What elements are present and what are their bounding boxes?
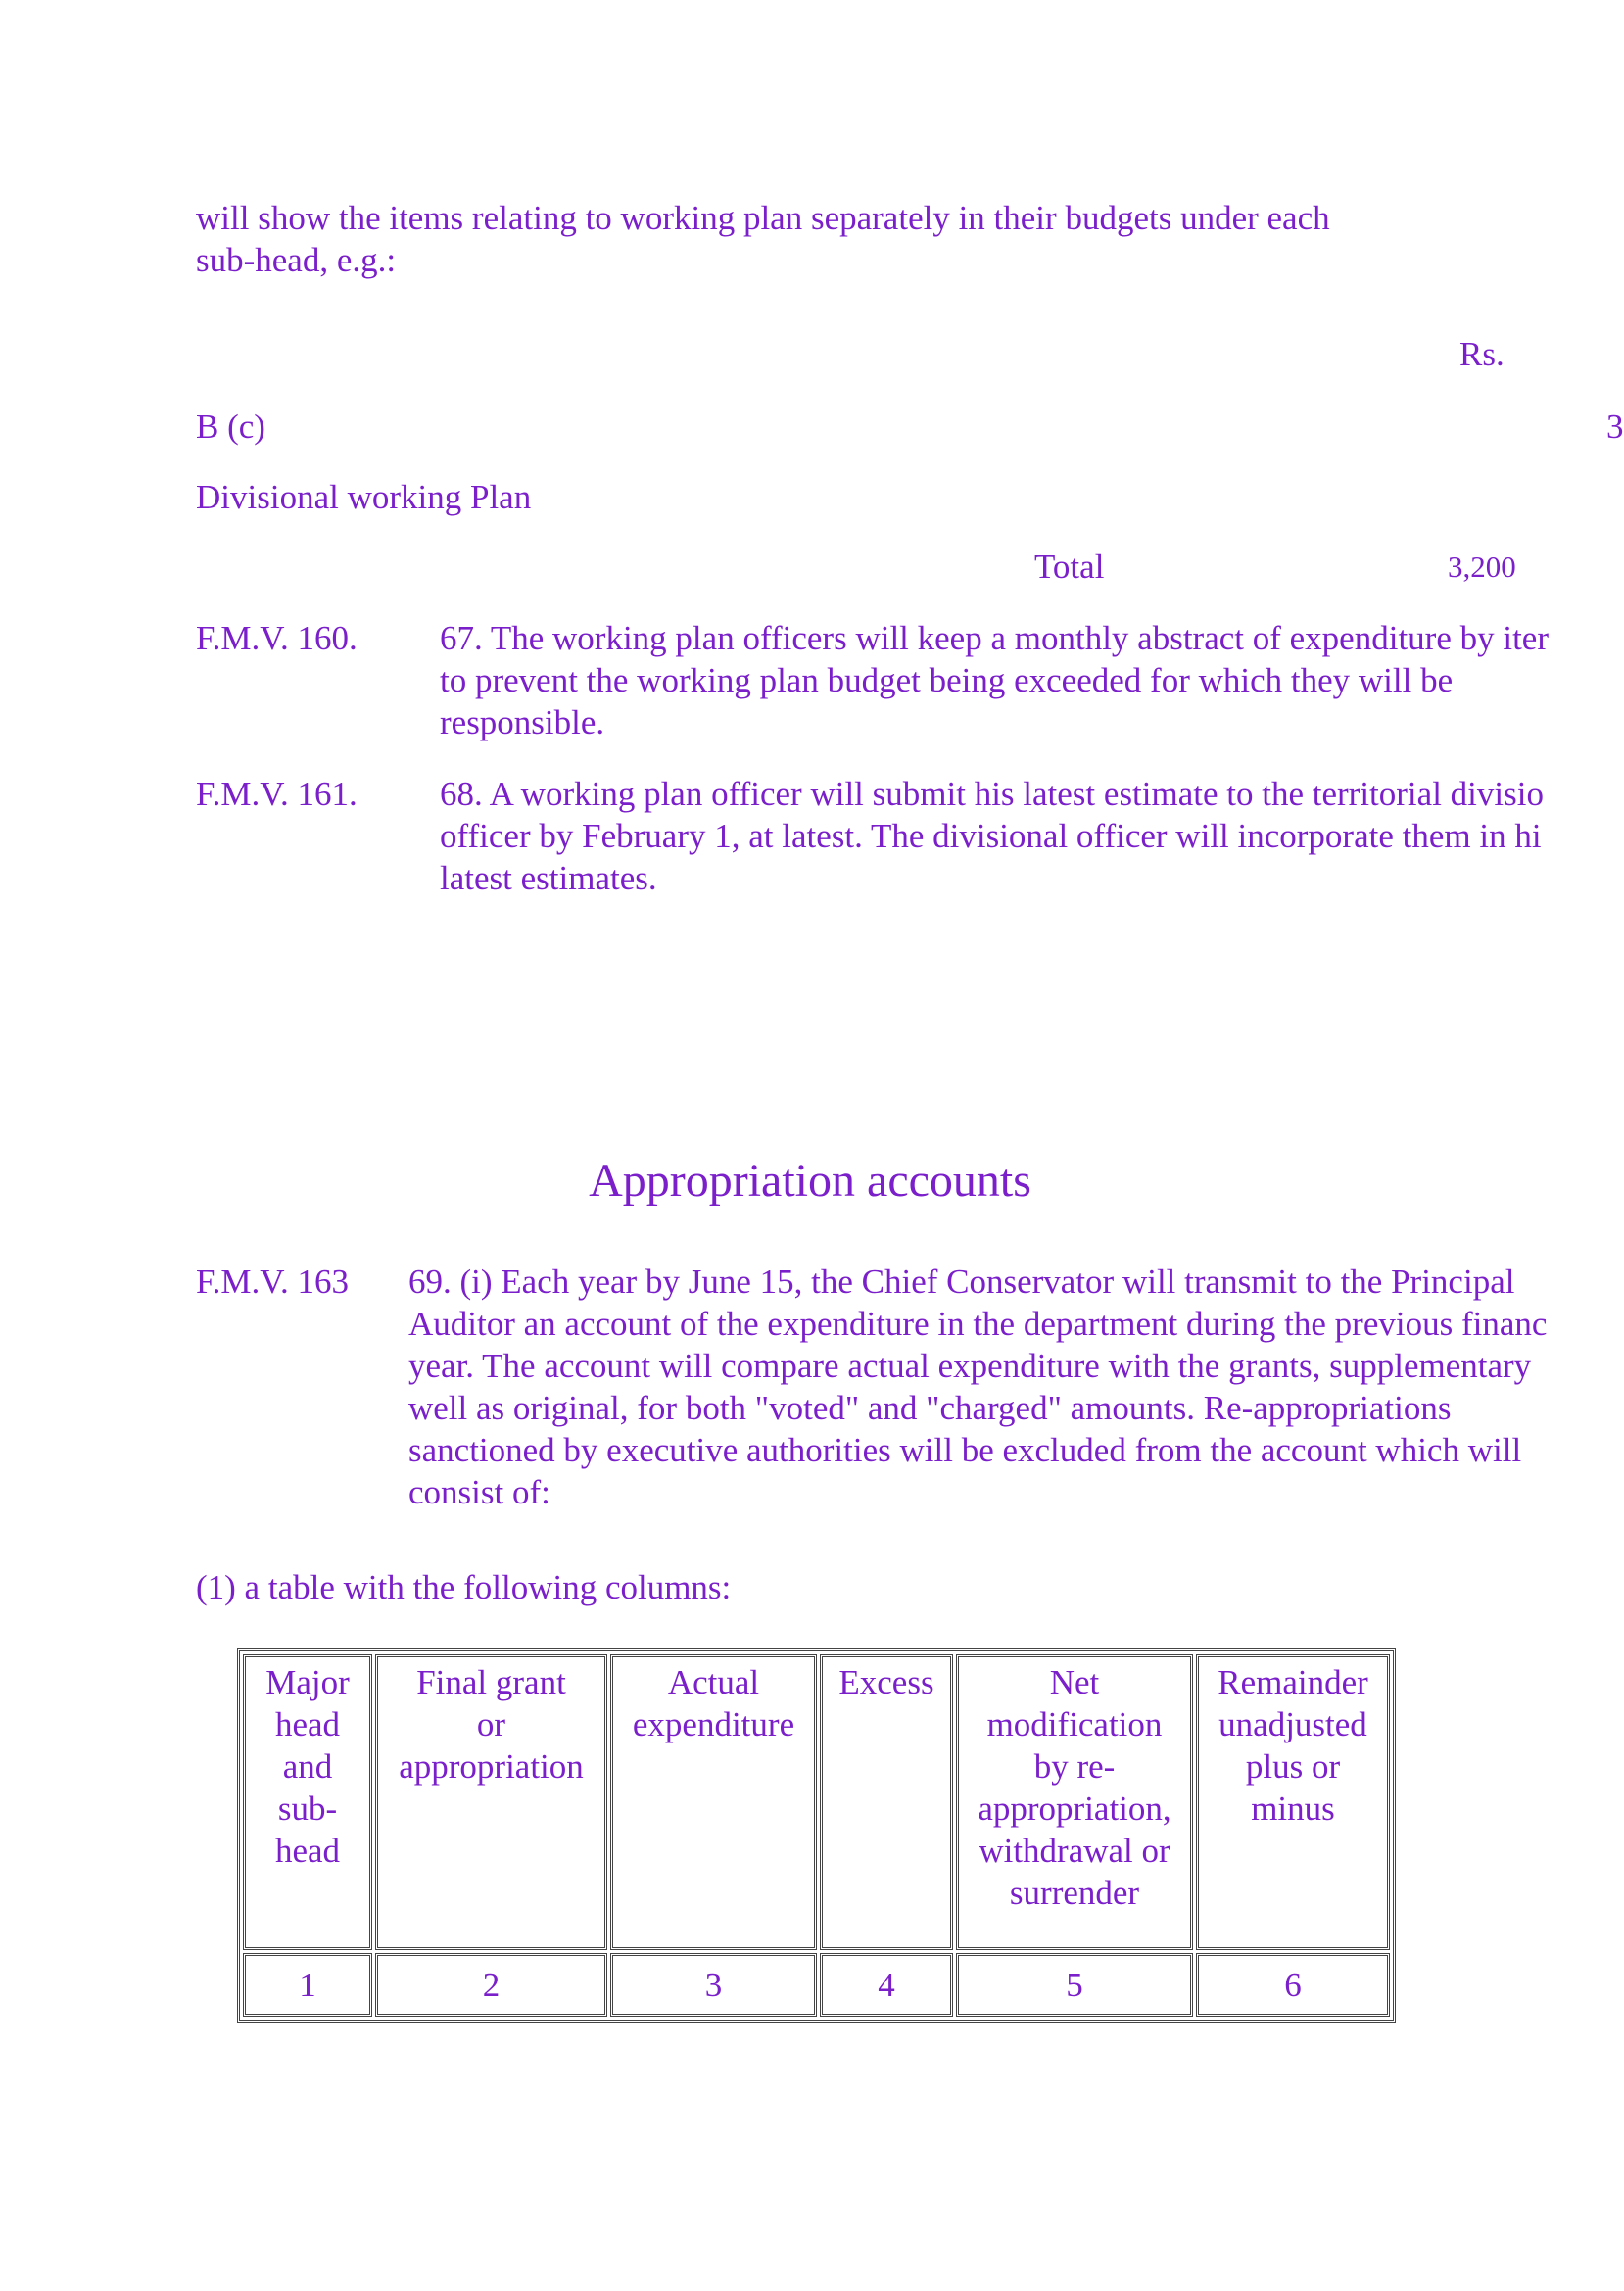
budget-item-label: Divisional working Plan: [196, 478, 532, 516]
header-line: modification: [986, 1705, 1163, 1743]
table-number-row: [243, 1953, 1390, 2017]
budget-row-value: 3: [1606, 407, 1624, 446]
paragraph-line: responsible.: [440, 703, 605, 741]
column-number: 2: [375, 1953, 607, 2017]
header-line: and: [282, 1747, 333, 1786]
paragraph-line: 67. The working plan officers will keep a monthly abstract of expenditure by iter: [440, 619, 1549, 657]
column-header-actual-expenditure: [610, 1654, 817, 1950]
header-line: Net: [1049, 1663, 1100, 1701]
header-line: unadjusted: [1218, 1705, 1367, 1743]
column-header-final-grant: [375, 1654, 607, 1950]
column-header-major-head: [243, 1654, 372, 1950]
column-number: 4: [820, 1953, 953, 2017]
budget-row-label: B (c): [196, 407, 265, 446]
total-label: Total: [1034, 548, 1105, 586]
paragraph-ref: F.M.V. 160.: [196, 619, 358, 657]
paragraph-line: well as original, for both "voted" and "charged" amounts. Re-appropriations: [408, 1389, 1452, 1427]
column-header-net-modification: [956, 1654, 1193, 1950]
header-line: Actual: [667, 1663, 760, 1701]
header-line: or: [476, 1705, 506, 1743]
paragraph-line: consist of:: [408, 1473, 550, 1511]
column-number: 5: [956, 1953, 1193, 2017]
intro-line-1: will show the items relating to working plan separately in their budgets under each: [196, 199, 1330, 237]
currency-label: Rs.: [1459, 335, 1505, 373]
paragraph-ref: F.M.V. 161.: [196, 775, 358, 813]
header-line: plus or: [1245, 1747, 1341, 1786]
paragraph-line: officer by February 1, at latest. The divisional officer will incorporate them in hi: [440, 817, 1542, 855]
header-line: Excess: [838, 1663, 934, 1701]
column-header-excess: [820, 1654, 953, 1950]
paragraph-ref: F.M.V. 163: [196, 1263, 350, 1301]
paragraph-line: to prevent the working plan budget being exceeded for which they will be: [440, 661, 1454, 699]
header-line: appropriation: [399, 1747, 584, 1786]
header-line: Final grant: [416, 1663, 566, 1701]
header-line: head: [274, 1705, 341, 1743]
total-value: 3,200: [1448, 549, 1516, 584]
table-header-row: [243, 1654, 1390, 1950]
paragraph-line: 69. (i) Each year by June 15, the Chief Conservator will transmit to the Principal: [408, 1263, 1515, 1301]
columns-table: [237, 1648, 1396, 2023]
column-number: 3: [610, 1953, 817, 2017]
header-line: surrender: [1009, 1874, 1140, 1912]
paragraph-line: latest estimates.: [440, 859, 657, 897]
header-line: sub-: [277, 1790, 338, 1828]
header-line: appropriation,: [978, 1790, 1171, 1828]
table-intro: (1) a table with the following columns:: [196, 1568, 732, 1606]
column-number: 6: [1196, 1953, 1390, 2017]
header-line: Major: [265, 1663, 350, 1701]
section-heading: [0, 1154, 1620, 1209]
header-line: minus: [1251, 1790, 1335, 1828]
paragraph-line: Auditor an account of the expenditure in the department during the previous financ: [408, 1305, 1548, 1343]
header-line: by re-: [1033, 1747, 1116, 1786]
header-line: withdrawal or: [979, 1832, 1170, 1870]
header-line: expenditure: [632, 1705, 795, 1743]
paragraph-line: year. The account will compare actual expenditure with the grants, supplementary: [408, 1347, 1532, 1385]
paragraph-line: 68. A working plan officer will submit his latest estimate to the territorial divisio: [440, 775, 1544, 813]
section-heading-text: Appropriation accounts: [589, 1155, 1031, 1207]
paragraph-line: sanctioned by executive authorities will be excluded from the account which will: [408, 1431, 1522, 1469]
header-line: head: [274, 1832, 341, 1870]
column-header-remainder: [1196, 1654, 1390, 1950]
intro-line-2: sub-head, e.g.:: [196, 241, 397, 279]
column-number: 1: [243, 1953, 372, 2017]
header-line: Remainder: [1218, 1663, 1368, 1701]
